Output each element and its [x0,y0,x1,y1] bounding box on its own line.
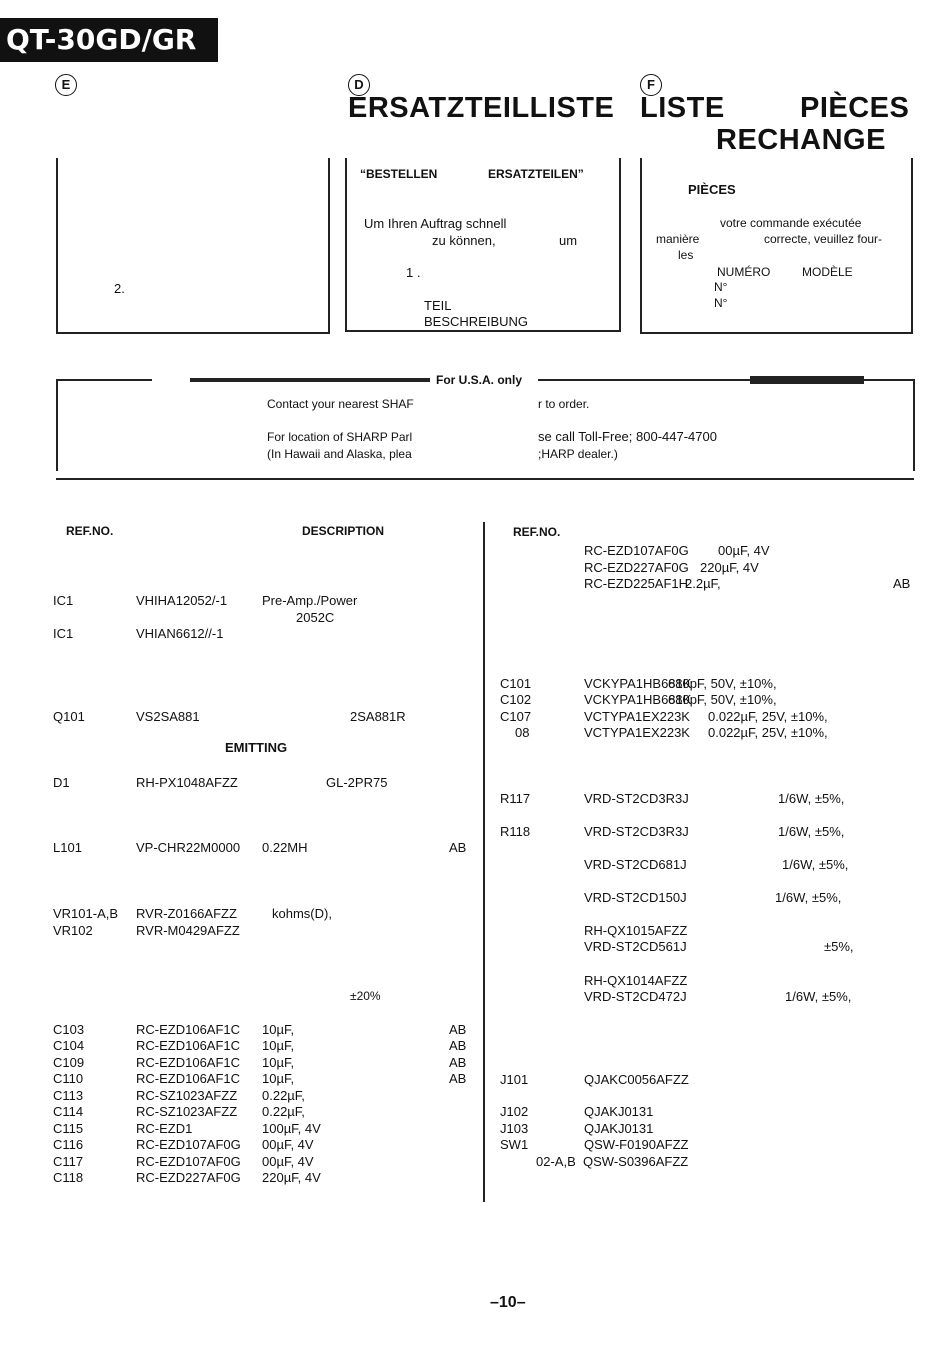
box-french-line1: votre commande exécutée [720,216,862,230]
right-row-ref: C101 [500,676,532,691]
left-row-desc: 2052C [296,610,335,625]
right-row-part: VRD-ST2CD3R3J [584,791,689,806]
left-row-desc: 10µF, [262,1022,295,1037]
left-row-ref: C118 [53,1170,84,1185]
title-french-word1: LISTE [640,92,725,124]
language-marker-f: F [640,74,662,96]
model-badge: QT-30GD/GR [0,18,218,62]
usa-line2a: For location of SHARP Parl [267,430,413,444]
left-row-part: RC-EZD227AF0G [136,1170,241,1185]
tolerance-20: ±20% [350,989,381,1003]
box-german-line2b: um [559,233,578,248]
usa-rule-left-1 [56,379,152,381]
right-row-desc: ±5%, [824,939,854,954]
right-row-part: VCTYPA1EX223K [584,725,690,740]
left-row-ref: C117 [53,1154,84,1169]
right-row-part: VRD-ST2CD3R3J [584,824,689,839]
usa-line1a: Contact your nearest SHAF [267,397,414,411]
left-row-part: RC-EZD106AF1C [136,1055,241,1070]
left-row-ref: C115 [53,1121,84,1136]
right-row-ref: C107 [500,709,532,724]
box-french-line4a: NUMÉRO [717,265,771,279]
left-row-desc: GL-2PR75 [326,775,388,790]
usa-line1b: r to order. [538,397,590,411]
box-german-line1: Um Ihren Auftrag schnell [364,216,507,231]
usa-rule-right-1 [538,379,750,381]
box-german-line2a: zu können, [432,233,496,248]
box-german-heading-2: ERSATZTEILEN” [488,167,584,181]
left-row-desc: 10µF, [262,1055,295,1070]
right-row-desc: 1/6W, ±5%, [778,824,845,839]
left-row-desc: 00µF, 4V [262,1137,314,1152]
right-row-part: RH-QX1015AFZZ [584,923,688,938]
box-french-line2b: correcte, veuillez four- [764,232,883,246]
usa-line3a: (In Hawaii and Alaska, plea [267,447,412,461]
left-row-desc: 10µF, [262,1038,295,1053]
right-row-desc: 0.022µF, 25V, ±10%, [708,725,828,740]
page-number: –10– [490,1294,526,1311]
right-row-part: VCKYPA1HB681K [584,692,692,707]
box-french-line4b: MODÈLE [802,265,853,279]
right-row-part: RC-EZD225AF1H [584,576,689,591]
right-row-part: RC-EZD107AF0G [584,543,689,558]
left-row-desc: 100µF, 4V [262,1121,321,1136]
left-header-ref: REF.NO. [66,524,114,538]
left-row-part: VP-CHR22M0000 [136,840,241,855]
usa-border-right [913,379,915,471]
box-german-heading: “BESTELLEN [360,167,438,181]
right-row-ref: C102 [500,692,532,707]
right-row-ref: 08 [515,725,530,740]
usa-title: For U.S.A. only [436,373,523,387]
left-row-part: VS2SA881 [136,709,200,724]
left-row-part: RVR-Z0166AFZZ [136,906,237,921]
title-german: ERSATZTEILLISTE [348,92,615,124]
left-row-ref: Q101 [53,709,85,724]
right-row-desc: 0.022µF, 25V, ±10%, [708,709,828,724]
left-row-desc: 0.22µF, [262,1088,305,1103]
box-french-line6: N° [714,296,728,310]
left-row-part: RH-PX1048AFZZ [136,775,238,790]
box-german-teil: TEIL [424,298,452,313]
left-row-ref: C113 [53,1088,84,1103]
left-row-ref: L101 [53,840,82,855]
right-row-ref: SW1 [500,1137,529,1152]
left-row-ref: VR101-A,B [53,906,119,921]
right-row-part: QJAKJ0131 [584,1104,654,1119]
right-row-desc: 1/6W, ±5%, [782,857,849,872]
left-row-desc: 0.22MH [262,840,308,855]
left-row-part: RC-EZD1 [136,1121,193,1136]
right-row-part: RC-EZD227AF0G [584,560,689,575]
left-row-ref: C110 [53,1071,84,1086]
left-row-code: AB [449,1022,467,1037]
left-row-ref: C109 [53,1055,85,1070]
usa-rule-right-2 [864,379,914,381]
right-row-ref: 02-A,B [536,1154,576,1169]
title-french-word2: PIÈCES [800,92,910,124]
right-row-desc: 1/6W, ±5%, [785,989,852,1004]
box-german-beschreibung: BESCHREIBUNG [424,314,529,329]
left-row-part: RC-EZD107AF0G [136,1137,241,1152]
usa-line2b: se call Toll-Free; 800-447-4700 [538,429,717,444]
left-row-ref: IC1 [53,626,74,641]
language-marker-d: D [348,74,370,96]
column-divider [483,522,485,1202]
right-row-desc: 680pF, 50V, ±10%, [668,692,777,707]
left-row-desc: 00µF, 4V [262,1154,314,1169]
right-row-ref: R117 [500,791,531,806]
right-row-code: AB [893,576,911,591]
right-row-part: QSW-F0190AFZZ [584,1137,689,1152]
usa-line3b: ;HARP dealer.) [538,447,618,461]
left-row-part: RC-EZD107AF0G [136,1154,241,1169]
left-row-desc: 10µF, [262,1071,295,1086]
left-row-part: RC-SZ1023AFZZ [136,1104,238,1119]
usa-rule-right-bar [750,376,864,384]
left-row-desc: 0.22µF, [262,1104,305,1119]
right-row-desc: 2.2µF, [685,576,721,591]
left-row-desc: 2SA881R [350,709,406,724]
right-row-desc: 680pF, 50V, ±10%, [668,676,777,691]
right-row-part: QJAKC0056AFZZ [584,1072,689,1087]
left-row-ref: VR102 [53,923,93,938]
right-row-ref: J102 [500,1104,529,1119]
box-english-item-2: 2. [114,281,125,296]
left-row-ref: C104 [53,1038,85,1053]
left-row-part: VHIHA12052/-1 [136,593,228,608]
left-row-ref: C103 [53,1022,85,1037]
right-row-ref: J103 [500,1121,529,1136]
right-row-part: VCTYPA1EX223K [584,709,690,724]
left-row-ref: C116 [53,1137,84,1152]
left-row-part: RC-EZD106AF1C [136,1071,241,1086]
left-row-ref: C114 [53,1104,84,1119]
left-row-part: RC-EZD106AF1C [136,1038,241,1053]
right-row-part: RH-QX1014AFZZ [584,973,688,988]
usa-border-left [56,379,58,471]
right-row-part: VRD-ST2CD150J [584,890,687,905]
right-row-part: VRD-ST2CD472J [584,989,687,1004]
left-row-code: AB [449,1055,467,1070]
left-row-ref: IC1 [53,593,74,608]
box-german-item-1: 1 . [406,265,421,280]
box-french [640,158,913,334]
left-row-part: RC-EZD106AF1C [136,1022,241,1037]
left-row-desc: 220µF, 4V [262,1170,321,1185]
usa-rule-bottom [56,478,914,480]
left-row-part: RVR-M0429AFZZ [136,923,240,938]
left-header-description: DESCRIPTION [302,524,385,538]
box-french-line5: N° [714,280,728,294]
right-row-part: QJAKJ0131 [584,1121,654,1136]
left-row-desc: Pre-Amp./Power [262,593,358,608]
box-french-line3: les [678,248,694,262]
left-row-part: RC-SZ1023AFZZ [136,1088,238,1103]
box-english [56,158,330,334]
right-row-desc: 1/6W, ±5%, [775,890,842,905]
language-marker-e: E [55,74,77,96]
box-french-heading: PIÈCES [688,182,736,197]
left-row-code: AB [449,1038,467,1053]
title-french-line2: RECHANGE [716,124,886,156]
left-row-part: VHIAN6612//-1 [136,626,224,641]
right-row-desc: 1/6W, ±5%, [778,791,845,806]
right-row-part: QSW-S0396AFZZ [583,1154,689,1169]
right-header-ref: REF.NO. [513,525,561,539]
usa-rule-left-2 [190,378,430,382]
right-row-desc: 220µF, 4V [700,560,759,575]
section-emitting: EMITTING [225,740,288,755]
right-row-part: VRD-ST2CD681J [584,857,687,872]
left-row-code: AB [449,840,467,855]
right-row-desc: 00µF, 4V [718,543,770,558]
left-row-ref: D1 [53,775,70,790]
left-row-desc: kohms(D), [272,906,332,921]
box-french-line2a: manière [656,232,700,246]
right-row-part: VRD-ST2CD561J [584,939,687,954]
right-row-ref: R118 [500,824,531,839]
left-row-code: AB [449,1071,467,1086]
right-row-ref: J101 [500,1072,529,1087]
right-row-part: VCKYPA1HB681K [584,676,692,691]
